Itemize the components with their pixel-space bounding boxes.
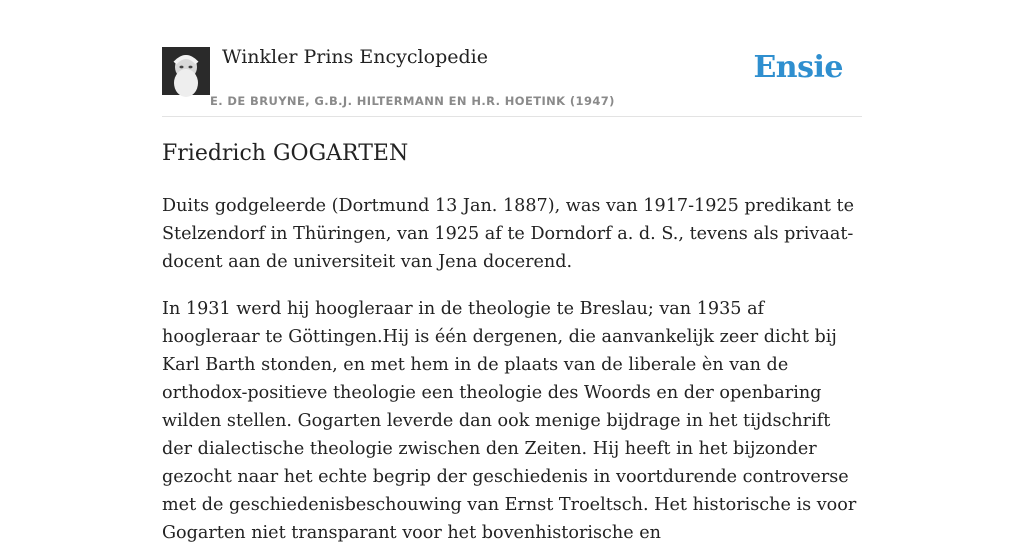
authors-line: E. DE BRUYNE, G.B.J. HILTERMANN EN H.R. HOETINK (1947) (210, 94, 615, 108)
site-title[interactable]: Winkler Prins Encyclopedie (222, 46, 488, 68)
brand-logo[interactable]: Ensie (753, 50, 843, 85)
article-title: Friedrich GOGARTEN (162, 141, 409, 166)
author-portrait-icon (162, 47, 210, 95)
article-paragraph-1: Duits godgeleerde (Dortmund 13 Jan. 1887), was van 1917-1925 predikant te Stelzendorf in Thüringen, van 1925 af te Dorndorf a. d. S., tevens als privaat-docent aan de universiteit van Jena docerend. (162, 196, 854, 272)
page-container (162, 0, 862, 543)
author-avatar[interactable] (162, 47, 210, 95)
article-paragraph-2: In 1931 werd hij hoogleraar in de theologie te Breslau; van 1935 af hoogleraar te Göttingen.Hij is één dergenen, die aanvankelijk zeer dicht bij Karl Barth stonden, en met hem in de plaats van de liberale èn van de orthodox-positieve theologie een theologie des Woords en der openbaring wilden stellen. Gogarten leverde dan ook menige bijdrage in het tijdschrift der dialectische theologie zwischen den Zeiten. Hij heeft in het bijzonder gezocht naar het echte begrip der geschiedenis in voortdurende controverse met de geschiedenisbeschouwing van Ernst Troeltsch. Het historische is voor Gogarten niet transparant voor het bovenhistorische en (162, 299, 857, 543)
header (162, 0, 862, 117)
